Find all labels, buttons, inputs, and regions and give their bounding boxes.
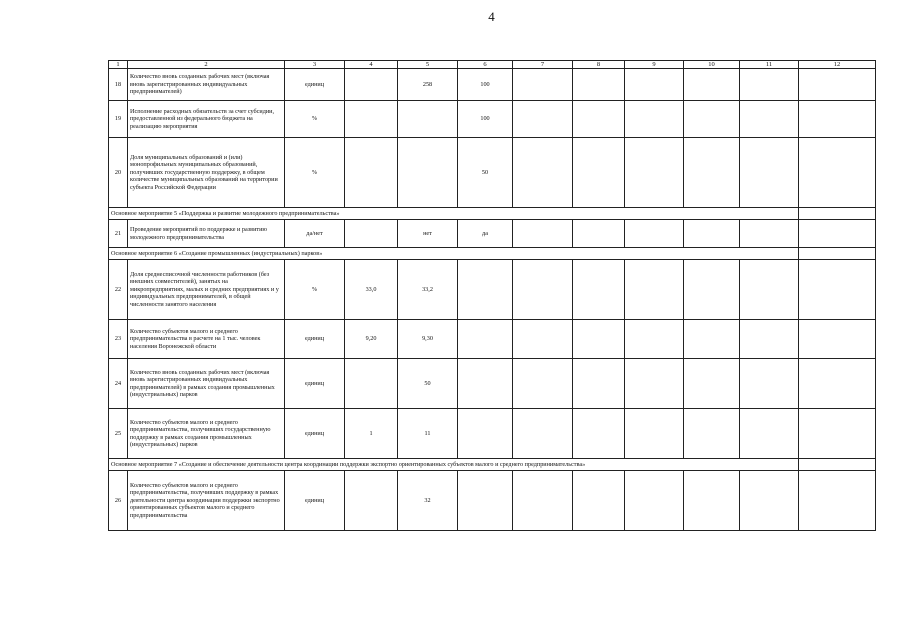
value-col4: [345, 471, 398, 531]
value-col6: да: [458, 220, 513, 248]
table-body: [109, 61, 876, 531]
column-header: 12: [799, 61, 876, 69]
empty-cell: [799, 208, 876, 220]
empty-cell: [740, 359, 799, 409]
unit-cell: единиц: [285, 471, 345, 531]
empty-cell: [573, 409, 625, 459]
empty-cell: [799, 359, 876, 409]
indicator-name: Количество вновь созданных рабочих мест (включая вновь зарегистрированных индивидуальных предпринимателей) в рамках создания промышленных (индустриальных) парков: [128, 359, 285, 409]
unit-cell: единиц: [285, 359, 345, 409]
table-row: [109, 471, 876, 531]
value-col4: 1: [345, 409, 398, 459]
empty-cell: [625, 409, 684, 459]
empty-cell: [740, 101, 799, 138]
empty-cell: [684, 409, 740, 459]
value-col6: [458, 359, 513, 409]
empty-cell: [740, 260, 799, 320]
row-number: 22: [109, 260, 128, 320]
value-col5: 33,2: [398, 260, 458, 320]
empty-cell: [799, 320, 876, 359]
empty-cell: [625, 101, 684, 138]
value-col5: 11: [398, 409, 458, 459]
table-row: [109, 101, 876, 138]
indicator-name: Количество субъектов малого и среднего предпринимательства, получивших поддержку в рамках деятельности центра координации поддержки экспортно ориентированных субъектов малого и среднего предпринимательства: [128, 471, 285, 531]
section-row: [109, 459, 876, 471]
value-col4: [345, 220, 398, 248]
value-col5: 258: [398, 69, 458, 101]
column-header: 9: [625, 61, 684, 69]
empty-cell: [684, 138, 740, 208]
empty-cell: [513, 409, 573, 459]
unit-cell: %: [285, 138, 345, 208]
table-row: [109, 220, 876, 248]
value-col4: [345, 359, 398, 409]
column-header: 5: [398, 61, 458, 69]
column-header: 7: [513, 61, 573, 69]
unit-cell: единиц: [285, 320, 345, 359]
empty-cell: [573, 101, 625, 138]
value-col6: [458, 320, 513, 359]
indicator-name: Исполнение расходных обязательств за счет субсидии, предоставленной из федерального бюджета на реализацию мероприятия: [128, 101, 285, 138]
empty-cell: [513, 220, 573, 248]
value-col6: 100: [458, 101, 513, 138]
table-row: [109, 260, 876, 320]
empty-cell: [799, 409, 876, 459]
empty-cell: [573, 359, 625, 409]
indicator-name: Количество вновь созданных рабочих мест (включая вновь зарегистрированных индивидуальных предпринимателей): [128, 69, 285, 101]
empty-cell: [684, 220, 740, 248]
indicator-name: Количество субъектов малого и среднего предпринимательства, получивших государственную поддержку в рамках создания промышленных (индустриальных) парков: [128, 409, 285, 459]
empty-cell: [513, 320, 573, 359]
empty-cell: [573, 138, 625, 208]
empty-cell: [684, 471, 740, 531]
empty-cell: [625, 220, 684, 248]
column-header: 1: [109, 61, 128, 69]
empty-cell: [625, 260, 684, 320]
empty-cell: [684, 320, 740, 359]
value-col5: 32: [398, 471, 458, 531]
empty-cell: [573, 320, 625, 359]
empty-cell: [684, 101, 740, 138]
empty-cell: [799, 248, 876, 260]
empty-cell: [799, 220, 876, 248]
value-col5: нет: [398, 220, 458, 248]
row-number: 23: [109, 320, 128, 359]
empty-cell: [513, 69, 573, 101]
indicator-name: Доля среднесписочной численности работников (без внешних совместителей), занятых на микропредприятиях, малых и средних предприятиях и у индивидуальных предпринимателей, в общей численности занятого населения: [128, 260, 285, 320]
empty-cell: [740, 320, 799, 359]
unit-cell: единиц: [285, 69, 345, 101]
column-header: 11: [740, 61, 799, 69]
section-row: [109, 208, 876, 220]
empty-cell: [799, 260, 876, 320]
column-header: 4: [345, 61, 398, 69]
empty-cell: [513, 101, 573, 138]
indicator-name: Доля муниципальных образований и (или) монопрофильных муниципальных образований, получивших государственную поддержку, в общем количестве муниципальных образований на территории субъекта Российской Федерации: [128, 138, 285, 208]
empty-cell: [573, 69, 625, 101]
column-header: 6: [458, 61, 513, 69]
indicator-name: Проведение мероприятий по поддержке и развитию молодежного предпринимательства: [128, 220, 285, 248]
value-col6: [458, 471, 513, 531]
table-row: [109, 138, 876, 208]
empty-cell: [573, 220, 625, 248]
row-number: 25: [109, 409, 128, 459]
value-col5: [398, 101, 458, 138]
value-col4: [345, 138, 398, 208]
page-number: 4: [488, 9, 495, 24]
empty-cell: [625, 69, 684, 101]
empty-cell: [740, 471, 799, 531]
row-number: 20: [109, 138, 128, 208]
unit-cell: единиц: [285, 409, 345, 459]
value-col6: [458, 409, 513, 459]
section-title: Основное мероприятие 7 «Создание и обеспечение деятельности центра координации поддержки экспортно ориентированных субъектов малого и среднего предпринимательства»: [109, 459, 799, 471]
value-col4: 33,0: [345, 260, 398, 320]
value-col6: [458, 260, 513, 320]
empty-cell: [740, 220, 799, 248]
empty-cell: [684, 260, 740, 320]
value-col5: 9,30: [398, 320, 458, 359]
row-number: 18: [109, 69, 128, 101]
empty-cell: [625, 471, 684, 531]
empty-cell: [799, 459, 876, 471]
unit-cell: %: [285, 260, 345, 320]
empty-cell: [799, 471, 876, 531]
empty-cell: [799, 69, 876, 101]
empty-cell: [684, 69, 740, 101]
unit-cell: %: [285, 101, 345, 138]
section-title: Основное мероприятие 5 «Поддержка и развитие молодежного предпринимательства»: [109, 208, 799, 220]
value-col4: [345, 69, 398, 101]
value-col5: 50: [398, 359, 458, 409]
table-row: [109, 320, 876, 359]
column-header: 3: [285, 61, 345, 69]
header-row: [109, 61, 876, 69]
row-number: 26: [109, 471, 128, 531]
table-row: [109, 359, 876, 409]
empty-cell: [625, 359, 684, 409]
table-row: [109, 409, 876, 459]
unit-cell: да/нет: [285, 220, 345, 248]
value-col4: 9,20: [345, 320, 398, 359]
empty-cell: [573, 260, 625, 320]
empty-cell: [684, 359, 740, 409]
row-number: 19: [109, 101, 128, 138]
empty-cell: [573, 471, 625, 531]
indicators-table: [108, 60, 876, 531]
empty-cell: [799, 138, 876, 208]
column-header: 10: [684, 61, 740, 69]
section-title: Основное мероприятие 6 «Создание промышленных (индустриальных) парков»: [109, 248, 799, 260]
empty-cell: [799, 101, 876, 138]
empty-cell: [740, 409, 799, 459]
empty-cell: [625, 320, 684, 359]
column-header: 2: [128, 61, 285, 69]
empty-cell: [513, 138, 573, 208]
value-col4: [345, 101, 398, 138]
row-number: 24: [109, 359, 128, 409]
empty-cell: [513, 260, 573, 320]
indicator-name: Количество субъектов малого и среднего предпринимательства в расчете на 1 тыс. человек населения Воронежской области: [128, 320, 285, 359]
row-number: 21: [109, 220, 128, 248]
empty-cell: [513, 471, 573, 531]
table-row: [109, 69, 876, 101]
value-col6: 100: [458, 69, 513, 101]
empty-cell: [740, 69, 799, 101]
empty-cell: [513, 359, 573, 409]
value-col5: [398, 138, 458, 208]
empty-cell: [740, 138, 799, 208]
column-header: 8: [573, 61, 625, 69]
section-row: [109, 248, 876, 260]
empty-cell: [625, 138, 684, 208]
value-col6: 50: [458, 138, 513, 208]
